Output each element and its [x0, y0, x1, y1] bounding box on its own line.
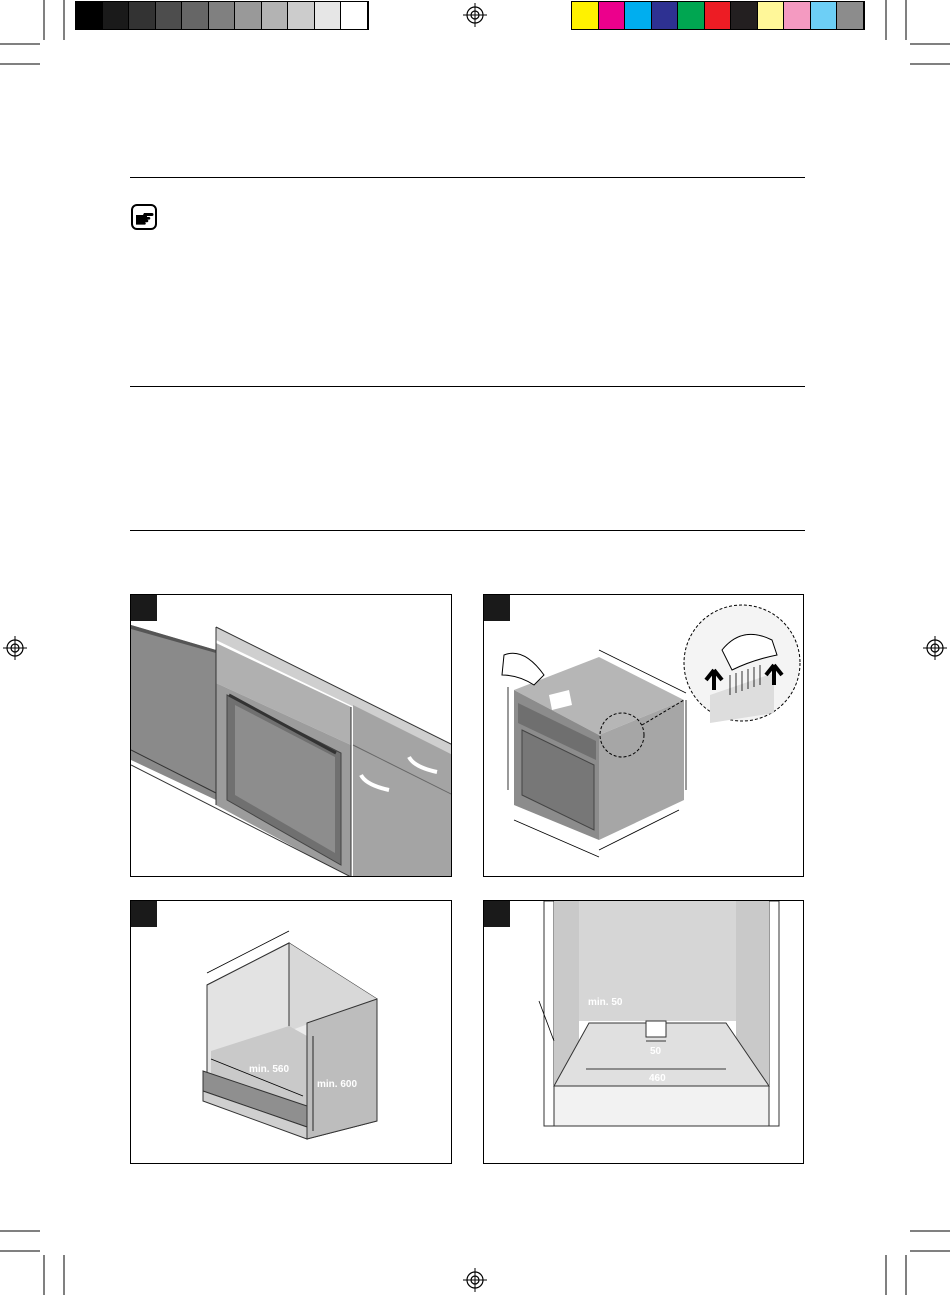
- grayscale-swatch: [209, 2, 236, 29]
- dim-label: 460: [649, 1073, 666, 1084]
- dim-label: min. 600: [317, 1079, 358, 1090]
- figure-3-cabinet-niche: [130, 900, 452, 1164]
- figure-number: [131, 901, 157, 927]
- dim-label: min. 560: [249, 1064, 290, 1075]
- grayscale-swatch: [156, 2, 183, 29]
- grayscale-swatch: [262, 2, 289, 29]
- dim-label: min. 50: [588, 997, 623, 1008]
- registration-mark-icon: [923, 636, 947, 660]
- process-swatch: [625, 2, 652, 29]
- process-swatch: [731, 2, 758, 29]
- grayscale-swatch: [235, 2, 262, 29]
- grayscale-swatch: [182, 2, 209, 29]
- grayscale-swatch: [315, 2, 342, 29]
- grayscale-swatch: [103, 2, 130, 29]
- process-swatch: [784, 2, 811, 29]
- figure-4-ventilation-cutout: [483, 900, 804, 1164]
- figure-number: [484, 595, 510, 621]
- process-swatch: [811, 2, 838, 29]
- grayscale-swatch: [341, 2, 368, 29]
- pointing-hand-icon: [131, 204, 157, 230]
- section-divider: [130, 386, 805, 387]
- grayscale-swatch: [76, 2, 103, 29]
- figure-number: [484, 901, 510, 927]
- figure-2-oven-dimensions: [483, 594, 804, 877]
- process-swatch: [678, 2, 705, 29]
- section-divider: [130, 530, 805, 531]
- grayscale-swatch: [129, 2, 156, 29]
- registration-mark-icon: [463, 3, 487, 27]
- process-swatch: [652, 2, 679, 29]
- process-color-bar: [571, 1, 865, 30]
- dim-label: 50: [650, 1046, 662, 1057]
- process-swatch: [599, 2, 626, 29]
- process-swatch: [572, 2, 599, 29]
- section-divider: [130, 177, 805, 178]
- grayscale-color-bar: [75, 1, 369, 30]
- process-swatch: [705, 2, 732, 29]
- registration-mark-icon: [3, 636, 27, 660]
- grayscale-swatch: [288, 2, 315, 29]
- figure-number: [131, 595, 157, 621]
- process-swatch: [837, 2, 864, 29]
- process-swatch: [758, 2, 785, 29]
- registration-mark-icon: [463, 1268, 487, 1292]
- figure-1-installed-oven: [130, 594, 452, 877]
